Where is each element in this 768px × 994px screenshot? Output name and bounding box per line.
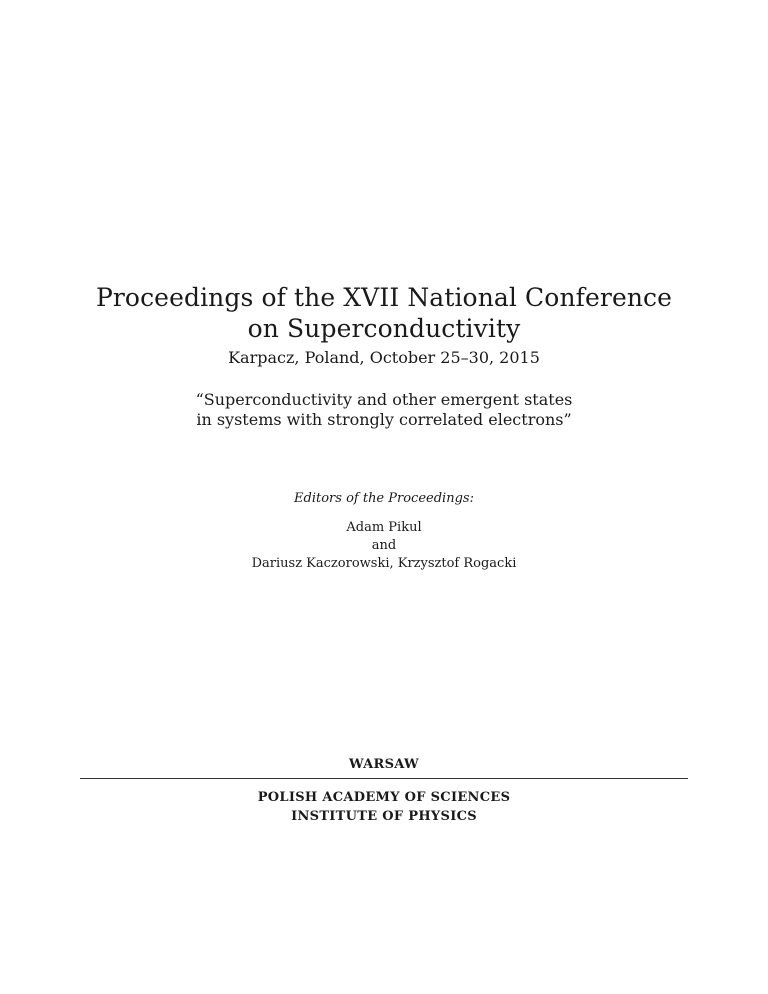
horizontal-divider: [80, 778, 688, 779]
proceedings-title: [0, 282, 768, 344]
publisher-line-1: POLISH ACADEMY OF SCIENCES: [257, 790, 511, 805]
conference-location-date: Karpacz, Poland, October 25–30, 2015: [228, 348, 540, 367]
title-line-2: on Superconductivity: [247, 314, 521, 343]
conference-theme: [0, 390, 768, 430]
title-line-1: Proceedings of the XVII National Conference: [95, 283, 673, 312]
publisher-city: WARSAW: [349, 757, 419, 772]
publisher-line-2: INSTITUTE OF PHYSICS: [291, 809, 477, 824]
editors-conjunction: and: [371, 538, 397, 553]
publisher-name: [0, 788, 768, 826]
editor-name-1: Adam Pikul: [346, 520, 422, 535]
theme-line-1: “Superconductivity and other emergent states: [195, 390, 573, 409]
editors-heading: Editors of the Proceedings:: [294, 491, 474, 506]
editor-names-2: Dariusz Kaczorowski, Krzysztof Rogacki: [251, 556, 517, 571]
editors-list: [0, 519, 768, 573]
theme-line-2: in systems with strongly correlated electrons”: [196, 410, 572, 429]
